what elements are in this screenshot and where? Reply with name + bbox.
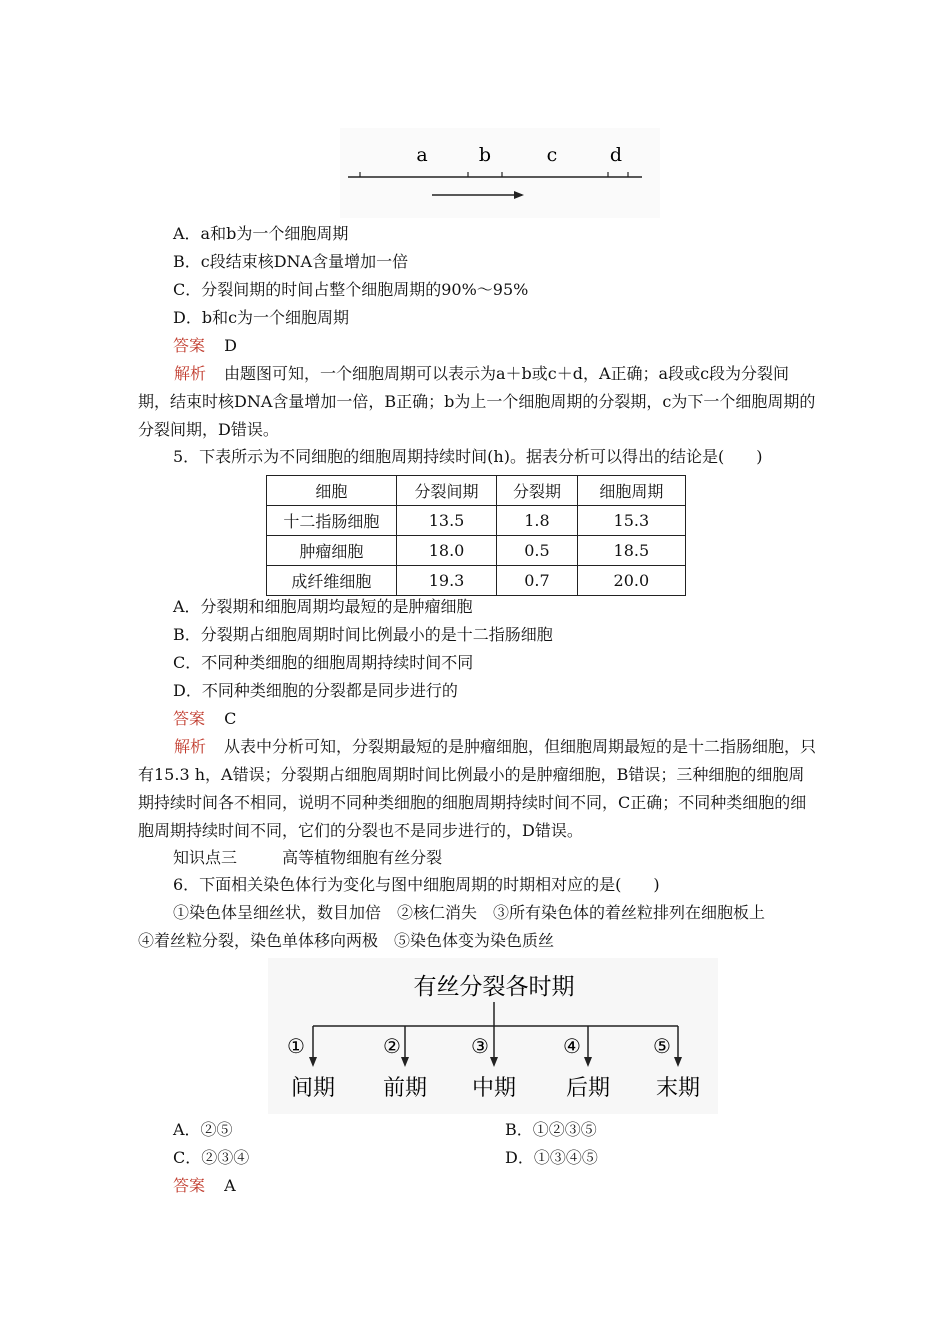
phase-marker: ⑤ — [653, 1034, 671, 1058]
cell-cycle-table — [266, 475, 686, 596]
analysis-label: 解析 — [174, 364, 207, 383]
analysis-text: 从表中分析可知，分裂期最短的是肿瘤细胞，但细胞周期最短的是十二指肠细胞，只有15.3 h，A错误；分裂期占细胞周期时间比例最小的是肿瘤细胞，B错误；三种细胞的细胞周期持续时间各不相同，说明不同种类细胞的细胞周期持续时间不同，C正确；不同种类细胞的细胞周期持续时间不同，它们的分裂也不是同步进行的，D错误。 — [138, 737, 817, 840]
q6-items-line2: ④着丝粒分裂，染色单体移向两极 ⑤染色体变为染色质丝 — [138, 931, 555, 950]
table-header-cell: 细胞 — [267, 476, 397, 506]
answer-value: A — [224, 1176, 236, 1195]
phase-label: 末期 — [655, 1076, 701, 1101]
arrow-head-icon — [514, 191, 524, 199]
phase-label: 前期 — [382, 1076, 428, 1101]
table-cell: 15.3 — [577, 506, 685, 536]
table-row — [267, 536, 686, 566]
table-cell: 20.0 — [577, 566, 685, 596]
phase-label: 间期 — [290, 1076, 336, 1101]
q4-analysis — [138, 360, 818, 444]
analysis-label: 解析 — [174, 737, 207, 756]
table-cell: 13.5 — [396, 506, 496, 536]
q4-option-d: D．b和c为一个细胞周期 — [173, 308, 350, 327]
cell-cycle-line-svg — [340, 128, 660, 218]
table-row — [267, 566, 686, 596]
figure-title: 有丝分裂各时期 — [413, 974, 575, 1000]
arrow-down-icon — [401, 1057, 409, 1067]
table-cell: 1.8 — [497, 506, 577, 536]
q6-items-line1: ①染色体呈细丝状，数目加倍 ②核仁消失 ③所有染色体的着丝粒排列在细胞板上 — [173, 903, 766, 922]
q6-option-d: D．①③④⑤ — [505, 1148, 598, 1167]
table-row — [267, 506, 686, 536]
mitosis-phases-figure — [268, 958, 718, 1114]
q5-analysis — [138, 733, 818, 845]
section-heading — [173, 848, 442, 868]
arrow-down-icon — [674, 1057, 682, 1067]
branch-1 — [309, 1026, 317, 1067]
q5-option-b: B．分裂期占细胞周期时间比例最小的是十二指肠细胞 — [173, 625, 553, 644]
answer-label: 答案 — [173, 709, 206, 728]
branch-2 — [401, 1026, 409, 1067]
arrow-down-icon — [309, 1057, 317, 1067]
table-cell: 0.5 — [497, 536, 577, 566]
table-cell: 十二指肠细胞 — [267, 506, 397, 536]
section-label: 知识点三 — [173, 848, 238, 867]
table-header-cell: 细胞周期 — [577, 476, 685, 506]
q5-option-c: C．不同种类细胞的细胞周期持续时间不同 — [173, 653, 474, 672]
segment-label-c: c — [546, 144, 558, 166]
branch-5 — [674, 1026, 682, 1067]
branch-3 — [490, 1026, 498, 1067]
table-cell: 肿瘤细胞 — [267, 536, 397, 566]
q6-option-c: C．②③④ — [173, 1148, 250, 1167]
analysis-text: 由题图可知，一个细胞周期可以表示为a＋b或c＋d，A正确；a段或c段为分裂间期，结束时核DNA含量增加一倍，B正确；b为上一个细胞周期的分裂期，c为下一个细胞周期的分裂间期，D错误。 — [138, 364, 816, 439]
q6-stem: 6．下面相关染色体行为变化与图中细胞周期的时期相对应的是( ) — [173, 875, 660, 894]
phase-marker: ② — [383, 1034, 401, 1058]
table-cell: 18.5 — [577, 536, 685, 566]
section-title: 高等植物细胞有丝分裂 — [282, 848, 443, 867]
arrow-down-icon — [584, 1057, 592, 1067]
answer-value: D — [224, 336, 237, 355]
answer-label: 答案 — [173, 1176, 206, 1195]
q6-option-b: B．①②③⑤ — [505, 1120, 597, 1139]
q4-answer — [173, 336, 237, 356]
table-cell: 19.3 — [396, 566, 496, 596]
phase-marker: ① — [287, 1034, 305, 1058]
q4-option-a: A．a和b为一个细胞周期 — [173, 224, 349, 243]
arrow-down-icon — [490, 1057, 498, 1067]
answer-label: 答案 — [173, 336, 206, 355]
phase-label: 中期 — [471, 1076, 517, 1101]
branch-4 — [584, 1026, 592, 1067]
table-header-cell: 分裂期 — [497, 476, 577, 506]
q4-option-b: B．c段结束核DNA含量增加一倍 — [173, 252, 409, 271]
table-cell: 成纤维细胞 — [267, 566, 397, 596]
q5-stem: 5．下表所示为不同细胞的细胞周期持续时间(h)。据表分析可以得出的结论是( ) — [173, 447, 763, 466]
segment-label-a: a — [416, 144, 428, 166]
table-cell: 18.0 — [396, 536, 496, 566]
segment-label-d: d — [609, 144, 623, 166]
q4-option-c: C．分裂间期的时间占整个细胞周期的90%～95% — [173, 280, 529, 299]
table-header-cell: 分裂间期 — [396, 476, 496, 506]
q6-answer — [173, 1176, 236, 1196]
q5-answer — [173, 709, 236, 729]
phase-marker: ③ — [471, 1034, 489, 1058]
q5-option-d: D．不同种类细胞的分裂都是同步进行的 — [173, 681, 458, 700]
table-header-row — [267, 476, 686, 506]
phase-marker: ④ — [563, 1034, 581, 1058]
table-cell: 0.7 — [497, 566, 577, 596]
mitosis-phases-svg — [268, 958, 718, 1114]
phase-label: 后期 — [565, 1076, 611, 1101]
segment-label-b: b — [478, 144, 492, 166]
q5-option-a: A．分裂期和细胞周期均最短的是肿瘤细胞 — [173, 597, 473, 616]
cell-cycle-line-figure — [340, 128, 660, 218]
answer-value: C — [224, 709, 237, 728]
q6-option-a: A．②⑤ — [173, 1120, 233, 1139]
